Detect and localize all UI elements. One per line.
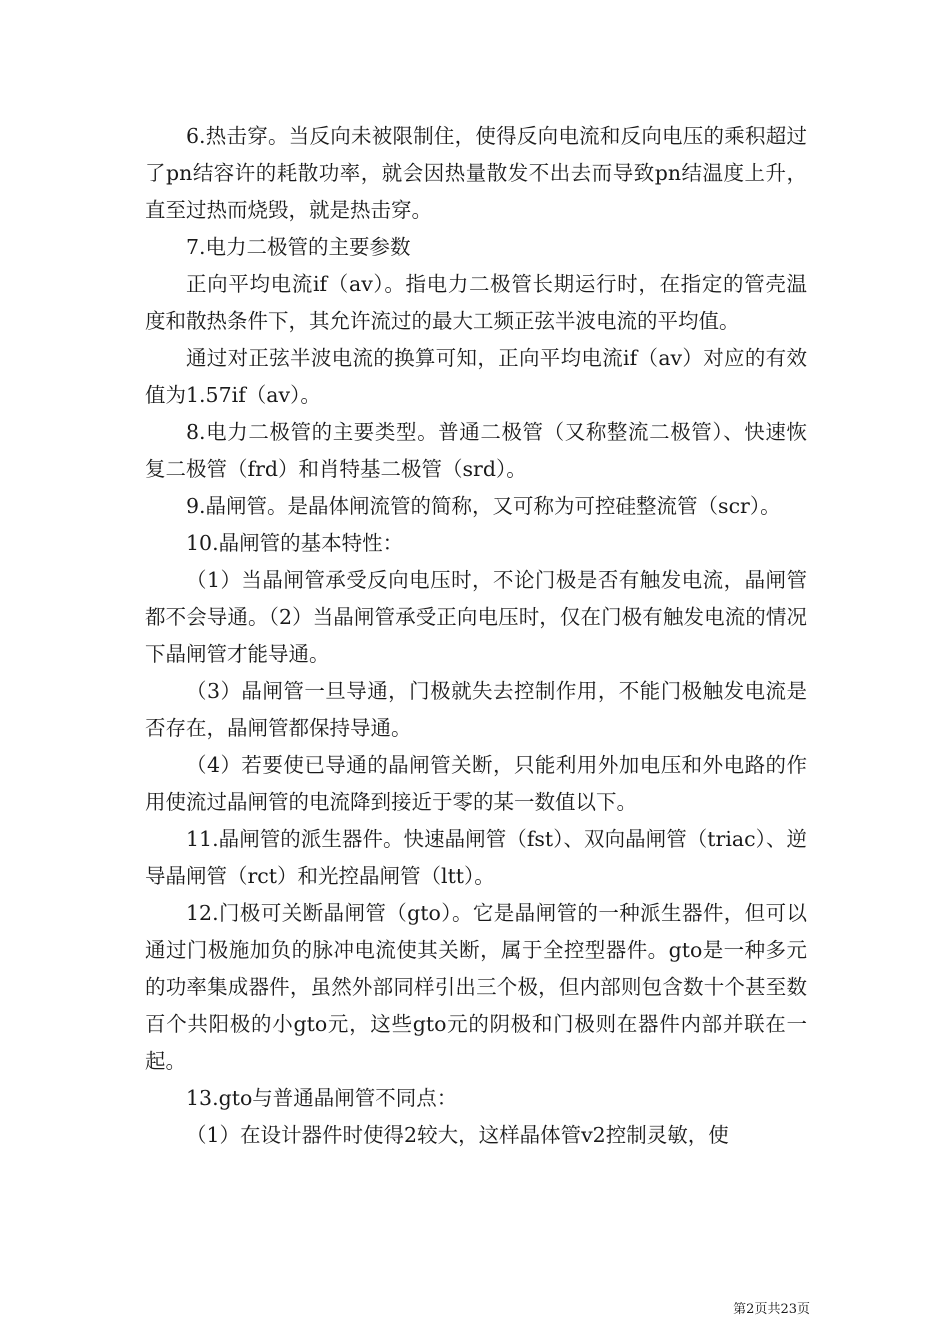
document-body bbox=[145, 118, 807, 1154]
paragraph-effective-value: 通过对正弦半波电流的换算可知，正向平均电流if（av）对应的有效值为1.57if（av）。 bbox=[145, 346, 807, 407]
paragraph-characteristic-4: （4）若要使已导通的晶闸管关断，只能利用外加电压和外电路的作用使流过晶闸管的电流降到接近于零的某一数值以下。 bbox=[145, 753, 807, 814]
paragraph-gto-difference-1: （1）在设计器件时使得2较大，这样晶体管v2控制灵敏，使 bbox=[186, 1123, 729, 1147]
paragraph-characteristic-3: （3）晶闸管一旦导通，门极就失去控制作用，不能门极触发电流是否存在，晶闸管都保持导通。 bbox=[145, 679, 807, 740]
paragraph-gto-differences-heading: 13.gto与普通晶闸管不同点： bbox=[186, 1086, 458, 1110]
paragraph-forward-average-current: 正向平均电流if（av）。指电力二极管长期运行时，在指定的管壳温度和散热条件下，其允许流过的最大工频正弦半波电流的平均值。 bbox=[145, 272, 807, 333]
paragraph-diode-parameters-heading: 7.电力二极管的主要参数 bbox=[186, 235, 411, 259]
paragraph-thyristor-definition: 9.晶闸管。是晶体闸流管的简称，又可称为可控硅整流管（scr）。 bbox=[186, 494, 781, 518]
paragraph-diode-types: 8.电力二极管的主要类型。普通二极管（又称整流二极管）、快速恢复二极管（frd）和肖特基二极管（srd）。 bbox=[145, 420, 807, 481]
paragraph-thyristor-characteristics-heading: 10.晶闸管的基本特性： bbox=[186, 531, 404, 555]
paragraph-characteristic-1-2: （1）当晶闸管承受反向电压时，不论门极是否有触发电流，晶闸管都不会导通。（2）当晶闸管承受正向电压时，仅在门极有触发电流的情况下晶闸管才能导通。 bbox=[145, 568, 807, 666]
paragraph-thermal-breakdown: 6.热击穿。当反向未被限制住，使得反向电流和反向电压的乘积超过了pn结容许的耗散功率，就会因热量散发不出去而导致pn结温度上升，直至过热而烧毁，就是热击穿。 bbox=[145, 124, 807, 222]
paragraph-gto: 12.门极可关断晶闸管（gto）。它是晶闸管的一种派生器件，但可以通过门极施加负的脉冲电流使其关断，属于全控型器件。gto是一种多元的功率集成器件，虽然外部同样引出三个极，但内部则包含数十个甚至数百个共阳极的小gto元，这些gto元的阴极和门极则在器件内部并联在一起。 bbox=[145, 901, 807, 1073]
paragraph-derived-devices: 11.晶闸管的派生器件。快速晶闸管（fst）、双向晶闸管（triac）、逆导晶闸管（rct）和光控晶闸管（ltt）。 bbox=[145, 827, 807, 888]
page-number: 第2页共23页 bbox=[733, 1302, 810, 1317]
